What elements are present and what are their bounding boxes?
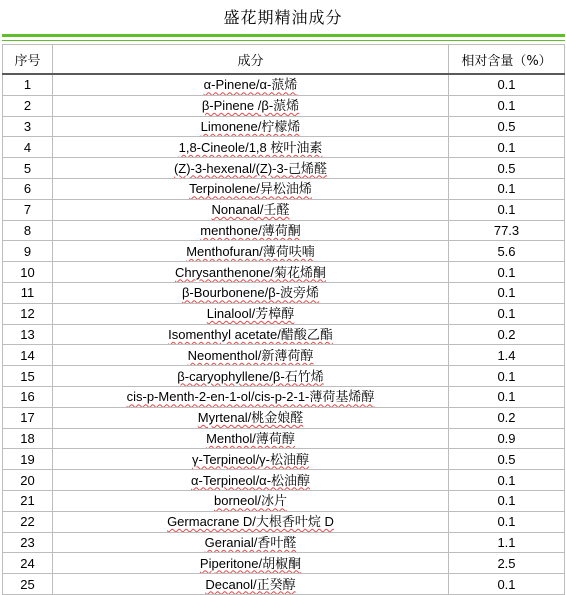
compound-name-cell [53,262,449,283]
compound-name-cell [53,137,449,158]
row-number: 12 [3,303,53,324]
compound-name-cell [53,386,449,407]
relative-content: 77.3 [449,220,565,241]
compound-name: Menthol/薄荷醇 [206,430,295,446]
compound-name: β-Pinene /β-蒎烯 [201,98,300,114]
table-row [3,241,565,262]
table-row [3,386,565,407]
row-number: 19 [3,449,53,470]
row-number: 23 [3,532,53,553]
compound-name: Neomenthol/新薄荷醇 [187,347,314,363]
row-number: 2 [3,95,53,116]
relative-content: 0.1 [449,137,565,158]
compound-name-cell [53,366,449,387]
compound-name: Geranial/香叶醛 [204,534,297,550]
row-number: 16 [3,386,53,407]
table-row [3,95,565,116]
compound-name-cell [53,511,449,532]
row-number: 11 [3,282,53,303]
compound-name: Germacrane D/大根香叶烷 D [167,514,334,530]
row-number: 10 [3,262,53,283]
row-number: 18 [3,428,53,449]
compound-name-cell [53,490,449,511]
table-row [3,511,565,532]
compound-name-cell [53,532,449,553]
relative-content: 0.2 [449,324,565,345]
row-number: 6 [3,178,53,199]
compound-name: β-Bourbonene/β-波旁烯 [181,285,320,301]
compound-name: Isomenthyl acetate/醋酸乙酯 [168,326,333,342]
compound-name: Terpinolene/异松油烯 [189,181,312,197]
compound-name-cell [53,241,449,262]
compound-name: Chrysanthenone/菊花烯酮 [174,264,326,280]
compound-name-cell [53,95,449,116]
compound-name-cell [53,303,449,324]
compound-name-cell [53,178,449,199]
relative-content: 0.1 [449,199,565,220]
table-row [3,428,565,449]
compound-name: Decanol/正癸醇 [205,576,296,592]
row-number: 3 [3,116,53,137]
composition-table [2,44,565,595]
title-rule-thick [2,34,565,37]
compound-name-cell [53,449,449,470]
table-row [3,407,565,428]
relative-content: 0.1 [449,74,565,95]
compound-name: α-Terpineol/α-松油醇 [190,472,311,488]
compound-name-cell [53,282,449,303]
row-number: 15 [3,366,53,387]
row-number: 1 [3,74,53,95]
table-row [3,366,565,387]
row-number: 9 [3,241,53,262]
table-row [3,574,565,595]
compound-name-cell [53,324,449,345]
relative-content: 1.1 [449,532,565,553]
relative-content: 0.1 [449,490,565,511]
compound-name-cell [53,116,449,137]
table-row [3,262,565,283]
relative-content: 2.5 [449,553,565,574]
relative-content: 0.1 [449,95,565,116]
table-body [3,74,565,594]
row-number: 8 [3,220,53,241]
compound-name: Myrtenal/桃金娘醛 [197,410,304,426]
table-row [3,282,565,303]
relative-content: 0.1 [449,178,565,199]
relative-content: 0.1 [449,303,565,324]
page-title: 盛花期精油成分 [223,8,343,27]
table-row [3,137,565,158]
compound-name: borneol/冰片 [214,493,287,509]
compound-name-cell [53,345,449,366]
header-no: 序号 [3,45,53,75]
table-row [3,220,565,241]
relative-content: 0.2 [449,407,565,428]
table-row [3,199,565,220]
header-pct: 相对含量（%） [449,45,565,75]
row-number: 4 [3,137,53,158]
table-row [3,449,565,470]
table-row [3,158,565,179]
compound-name: (Z)-3-hexenal/(Z)-3-己烯醛 [173,160,328,176]
table-row [3,532,565,553]
relative-content: 0.1 [449,511,565,532]
row-number: 7 [3,199,53,220]
relative-content: 0.5 [449,116,565,137]
relative-content: 0.1 [449,386,565,407]
header-name: 成分 [53,45,449,75]
compound-name: 1,8-Cineole/1,8 桉叶油素 [178,139,323,155]
table-row [3,490,565,511]
table-row [3,116,565,137]
row-number: 20 [3,470,53,491]
table-row [3,324,565,345]
compound-name: γ-Terpineol/γ-松油醇 [191,451,310,467]
compound-name: Nonanal/壬醛 [211,202,290,218]
relative-content: 1.4 [449,345,565,366]
row-number: 22 [3,511,53,532]
relative-content: 5.6 [449,241,565,262]
relative-content: 0.5 [449,449,565,470]
compound-name: β-caryophyllene/β-石竹烯 [177,368,324,384]
compound-name: menthone/薄荷酮 [200,222,301,238]
table-row [3,303,565,324]
compound-name-cell [53,158,449,179]
relative-content: 0.1 [449,470,565,491]
row-number: 25 [3,574,53,595]
compound-name-cell [53,220,449,241]
row-number: 5 [3,158,53,179]
relative-content: 0.1 [449,366,565,387]
relative-content: 0.1 [449,282,565,303]
table-row [3,178,565,199]
relative-content: 0.5 [449,158,565,179]
table-row [3,345,565,366]
table-row [3,553,565,574]
compound-name-cell [53,470,449,491]
compound-name-cell [53,553,449,574]
table-row [3,74,565,95]
row-number: 21 [3,490,53,511]
compound-name: Piperitone/胡椒酮 [199,555,302,571]
compound-name: α-Pinene/α-蒎烯 [203,77,298,93]
table-header [3,45,565,75]
row-number: 14 [3,345,53,366]
compound-name-cell [53,199,449,220]
relative-content: 0.1 [449,574,565,595]
compound-name: cis-p-Menth-2-en-1-ol/cis-p-2-1-薄荷基烯醇 [126,389,375,405]
compound-name: Limonene/柠檬烯 [200,118,301,134]
header-row [3,45,565,75]
relative-content: 0.1 [449,262,565,283]
row-number: 24 [3,553,53,574]
compound-name-cell [53,428,449,449]
compound-name-cell [53,574,449,595]
compound-name-cell [53,407,449,428]
row-number: 13 [3,324,53,345]
title-rule-thin [2,40,565,41]
table-row [3,470,565,491]
compound-name: Menthofuran/薄荷呋喃 [186,243,315,259]
compound-name: Linalool/芳樟醇 [206,306,295,322]
compound-name-cell [53,74,449,95]
row-number: 17 [3,407,53,428]
relative-content: 0.9 [449,428,565,449]
